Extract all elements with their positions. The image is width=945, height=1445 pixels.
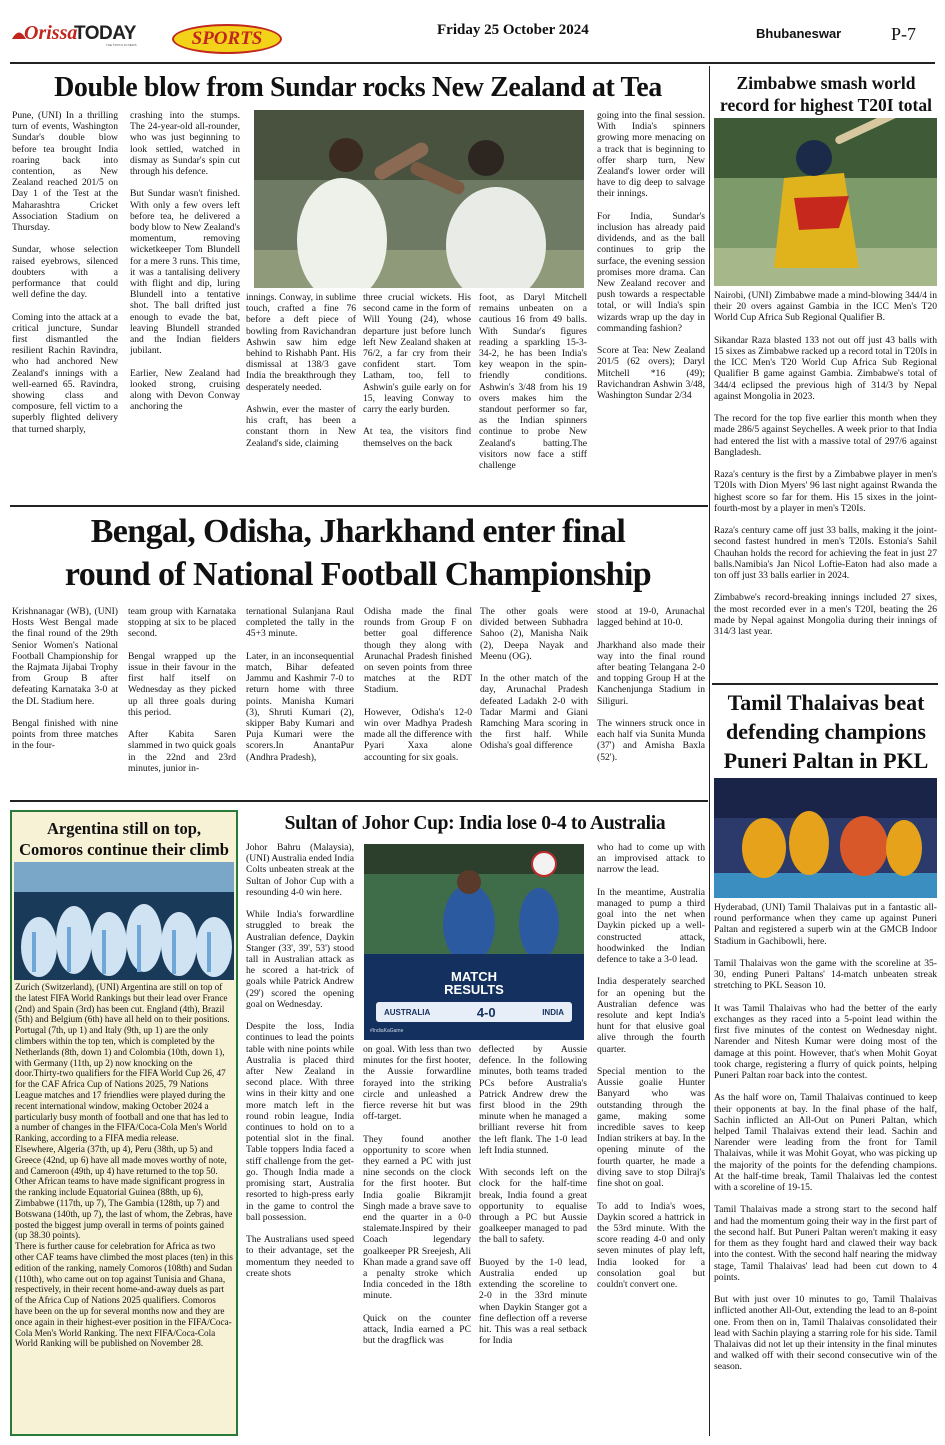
johor-column-3: deflected by Aussie defence. In the following minutes, both teams traded PCs before Australia's Patrick Andrew drew the first blood in the 29th minute when he managed a brilliant reverse hit from the left flank. The 1-0 lead left India stunned. With seconds left on the clock for the half-time break, India found a great opportunity to equalise through a PC but Aussie goalkeeper managed to pad the ball to safety. Buoyed by the 1-0 lead, Australia ended up extending the scoreline to 2-0 in the 33rd minute when Daykin Stanger got a fine deflection off a reverse hit. This was a real setback for India: [479, 1044, 587, 1347]
sundar-column-3: innings. Conway, in sublime touch, crafted a fine 76 before a deft piece of bowling from Ravichandran Ashwin saw him edge behind to Rishabh Pant. His dismissal at 138/3 gave India the breakthrough they desperately needed. Ashwin, ever the master of his craft, has been a constant thorn in New Zealand's side, claiming: [246, 292, 356, 449]
rule-football-bottom: [10, 800, 708, 802]
sundar-column-1: Pune, (UNI) In a thrilling turn of events, Washington Sundar's double blow before tea brought India roaring back into contention, as New Zealand reached 201/5 on Day 1 of the Test at the Maharashtra Cricket Association Stadium on Thursday. Sundar, whose selection raised eyebrows, silenced doubters with a performance that could well define the day. Coming into the attack at a critical juncture, Sundar first dismantled the resilient Rachin Ravindra, who had anchored New Zealand's innings with a well-earned 65. Ravindra, showing class and composure, fell victim to a superbly flighted delivery that turned sharply,: [12, 110, 118, 435]
rule-sundar-bottom: [10, 505, 708, 507]
photo-hockey-results: [364, 844, 584, 1040]
section-badge: [172, 24, 282, 54]
pkl-body: Hyderabad, (UNI) Tamil Thalaivas put in a fantastic all-round performance when they came up against Puneri Paltan and registered a superb win at the GMCB Indoor Stadium in Gachibowli, here. Tamil Thalaivas won the game with the scoreline at 35-30, ending Puneri Paltans' 14-match unbeaten streak stretching to PKL Season 10. It was Tamil Thalaivas who had the better of the early exchanges as they raced into a 5-point lead within the first five minutes of the contest on Wednesday night. Narender and Nitesh Kumar were doing most of the damage at this point. However, that's when Mohit Goyat took charge, registering a flurry of quick points, helping Puneri Paltan roar back into the contest. As the half wore on, Tamil Thalaivas continued to keep their opponents at bay. In the final phase of the half, Sachin inflicted an All-Out on Puneri Paltan, which helped Tamil Thalaivas extend their lead. Sachin and Narender were leading from the front for Tamil Thalaivas, while it was Mohit Goyat, who was picking up the majority of the points for the defending champions. At the half-time break, Tamil Thalaivas led the contest with a scoreline of 19-15. Tamil Thalaivas made a strong start to the second half and had the momentum going their way in the first part of the second half. But Puneri Paltan weren't making it easy for them as they fought hard and clawed their way back into the contest. With the second half nearing the midway stage, Tamil Thalaivas' lead had been cut down to 4 points. But with just over 10 minutes to go, Tamil Thalaivas inflicted another All-Out, extending the lead to an 8-point one. From then on in, Tamil Thalaivas consolidated their lead with Sachin playing a starring role for his side. Tamil Thalaivas did not let up their intensity in the final minutes and walked off with their second consecutive win of the season.: [714, 902, 937, 1373]
headline-football-line-1: Bengal, Odisha, Jharkhand enter final: [90, 513, 626, 550]
page-number: P-7: [891, 24, 917, 44]
zimbabwe-body: Nairobi, (UNI) Zimbabwe made a mind-blowing 344/4 in their 20 overs against Gambia in the ICC Men's T20 World Cup Africa Sub Regional Qualifier B. Sikandar Raza blasted 133 not out off just 43 balls with 15 sixes as Zimbabwe racked up a record total in T20Is in the ICC Men's T20 World Cup Africa Sub Regional Qualifier B game against Gambia. Zimbabwe's total of 344/4 eclipsed the previous high of 314/3 by Nepal against Mongolia in 2023. The record for the top five earlier this month when they made 286/5 against Seychelles. A week prior to that India had entered the list with a massive total of 297/6 against Bangladesh. Raza's century is the first by a Zimbabwe player in men's T20Is with Dion Myers' 96 last night against Rwanda the highest score so far for them. His 15 sixes in the joint-fourth-most by a player in men's T20Is. Raza's century came off just 33 balls, making it the joint-second fastest hundred in men's T20Is. Estonia's Sahil Chauhan holds the record for achieving the feat in just 27 balls.Namibia's Jan Nicol Loftie-Eaton had also made a ton off just 33 balls earlier in 2024. Zimbabwe's record-breaking innings included 27 sixes, the most recorded ever in a men's T20I, beating the 26 made by Nepal against Mongolia during their innings of 314/3 last year.: [714, 290, 937, 638]
johor-column-2: on goal. With less than two minutes for the first hooter, the Aussie forwardline forayed into the striking circle and unleashed a fierce reverse hit but was off-target. They found another opportunity to score when they earned a PC with just nine seconds on the clock for the first hooter. But India goalie Bikramjit Singh made a brave save to end the quarter in a 0-0 stalemate.Inspired by their Coach legendary goalkeeper PR Sreejesh, Ali Khan made a grand save off a penalty stroke which India conceded in the 18th minute. Quick on the counter attack, India earned a PC but the dragflick was: [363, 1044, 471, 1347]
johor-column-4: who had to come up with an improvised attack to narrow the lead. In the meantime, Australia managed to pump a third goal into the net when Daykin picked up a well-constructed attack, hoodwinked the Indian defence to take a 3-0 lead. India desperately searched for an opening but the Australian defence was resolute and kept India's hunt for that elusive goal alive through the fourth quarter. Special mention to the Aussie goalie Hunter Banyard who was outstanding through the game, making some incredible saves to keep Indian strikers at bay. In the opening minute of the fourth quarter, he made a diving save to stop Dilraj's fine shot on goal. To add to India's woes, Daykin scored a hattrick in the 53rd minute. With the score reading 4-0 and only seven minutes of play left, India looked for a consolation goal but couldn't convert one.: [597, 842, 705, 1290]
match-team-australia: AUSTRALIA: [384, 1007, 431, 1017]
headline-johor: Sultan of Johor Cup: India lose 0-4 to Australia: [284, 813, 666, 834]
match-hashtag: #IndiaKaGame: [370, 1028, 404, 1034]
photo-kabaddi-match: [714, 778, 937, 898]
rule-zimbabwe-bottom: [712, 683, 938, 685]
football-column-2: team group with Karnataka stopping at six to be placed second. Bengal wrapped up the issue in their favour in the first half itself on Wednesday as they picked up all three goals during this period. After Kabita Saren slammed in two quick goals in the 22nd and 23rd minutes, junior in-: [128, 606, 236, 774]
headline-argentina-line-2: Comoros continue their climb: [19, 840, 229, 859]
logo-word-today: TODAY: [74, 23, 136, 44]
issue-date: Friday 25 October 2024: [437, 22, 589, 38]
headline-sundar: Double blow from Sundar rocks New Zealand at Tea: [54, 72, 662, 103]
sundar-column-5: foot, as Daryl Mitchell remains unbeaten on a cautious 16 from 49 balls. With Sundar's figures reading a sparkling 15-3-34-2, he has been India's key weapon in the spin-friendly conditions. Ashwin's 3/48 from his 19 overs makes him the standout performer so far, as the Indian spinners continue to probe New Zealand's batting.The visitors now face a stiff challenge: [479, 292, 587, 472]
headline-pkl-line-2: defending champions: [726, 719, 926, 744]
sundar-column-6: going into the final session. With India's spinners growing more menacing on a track that is beginning to offer sharp turn, New Zealand's lower order will have to dig deep to salvage their innings. For India, Sundar's inclusion has already paid dividends, and as the ball continues to grip the surface, the evening session promises more drama. Can New Zealand recover and push towards a respectable total, or will India's spin wizards wrap up the day in commanding fashion? Score at Tea: New Zealand 201/5 (62 overs); Daryl Mitchell *16 (49); Ravichandran Ashwin 3/48, Washington Sundar 2/34: [597, 110, 705, 402]
headline-pkl-line-3: Puneri Paltan in PKL: [723, 748, 929, 773]
masthead: [0, 0, 945, 62]
headline-football-line-2: round of National Football Championship: [64, 556, 652, 593]
match-score: 4-0: [476, 1004, 496, 1020]
headline-pkl: [714, 688, 938, 775]
match-results-title-line-2: RESULTS: [444, 982, 504, 997]
football-column-3: ternational Sulanjana Raul completed the tally in the 45+3 minute. Later, in an inconsequential match, Bihar defeated Jammu and Kashmir 7-0 to return home with three points. Manisha Kumari (3), Shruti Kumari (2), skipper Baby Kumari and Puja Kumari were the scorers.In AnantaPur (Andhra Pradesh),: [246, 606, 354, 763]
football-column-4: Odisha made the final rounds from Group F on better goal difference though they along with Arunachal Pradesh finished on seven points from three matches at the RDT Stadium. However, Odisha's 12-0 win over Madhya Pradesh made all the difference with Pyari Xaxa alone accounting for six goals.: [364, 606, 472, 763]
masthead-rule: [10, 62, 935, 64]
sundar-column-2: crashing into the stumps. The 24-year-old all-rounder, who was just beginning to look settled, watched in dismay as Sundar's spin cut through his defence. But Sundar wasn't finished. With only a few overs left before tea, he delivered a body blow to New Zealand's momentum, removing wicketkeeper Tom Blundell for a mere 3 runs. This time, it was a tantalising delivery with flight and dip, luring Blundell into a tentative shot. The ball drifted just enough to evade the bat, leaving Blundell stranded and the Indian fielders jubilant. Earlier, New Zealand had looked strong, cruising along with Devon Conway anchoring the: [130, 110, 240, 413]
headline-pkl-line-1: Tamil Thalaivas beat: [727, 690, 925, 715]
headline-football: [10, 510, 706, 596]
photo-zimbabwe-batter: [714, 118, 937, 286]
match-score-bar: [376, 1002, 572, 1022]
logo-word-orissa: Orissa: [24, 22, 78, 44]
photo-argentina-team: [14, 862, 234, 980]
right-column-divider: [709, 66, 710, 1436]
headline-argentina: [12, 818, 236, 860]
sundar-column-4: three crucial wickets. His second came in the form of Will Young (24), whose departure just before lunch left New Zealand shaken at 76/2, a far cry from their confident start. Tom Latham, too, fell to Ashwin's guile early on for 15, leaving Conway to carry the early burden. At tea, the visitors find themselves on the back: [363, 292, 471, 449]
logo: [10, 22, 150, 46]
match-results-title-line-1: MATCH: [451, 969, 497, 984]
football-column-6: stood at 19-0, Arunachal lagged behind at 10-0. Jharkhand also made their way into the final round after beating Telangana 2-0 and topping Group H at the Kanchenjunga Stadium in Siliguri. The winners struck once in each half via Sunita Munda (37') and Amisha Baxla (52').: [597, 606, 705, 763]
argentina-box: [10, 810, 238, 1436]
match-team-india: INDIA: [542, 1007, 564, 1017]
logo-tagline: THE TRUTH IN NEWS: [106, 43, 137, 47]
headline-zimbabwe: Zimbabwe smash world record for highest T20I total: [720, 73, 932, 115]
photo-cricket-celebration: [254, 110, 584, 288]
edition-city: Bhubaneswar: [756, 26, 842, 41]
match-results-title: [364, 970, 584, 996]
johor-column-1: Johor Bahru (Malaysia), (UNI) Australia ended India Colts unbeaten streak at the Sultan of Johor Cup with a resounding 4-0 win here. While India's forwardline struggled to break the Australian defence, Daykin Stanger (33', 39', 53') stood tall in Australian attack as he scored a hat-trick of goals while Patrick Andrew (29') scored the opening goal on Wednesday. Despite the loss, India continues to lead the points table with nine points while Australia is placed third after New Zealand in second place. With three wins in their kitty and one more match left in the round robin league, India continues to hold on to a potential slot in the final. Table toppers India faced a stiff challenge from the get-go. Though India made a promising start, Australia resorted to high-press early in the game to control the ball possession. The Australians used speed to their advantage, set the momentum they needed to create shots: [246, 842, 354, 1279]
section-label: SPORTS: [191, 28, 263, 49]
argentina-body: Zurich (Switzerland), (UNI) Argentina are still on top of the latest FIFA World Rankings but their lead over France (2nd) and Spain (3rd) has been cut. England (4th), Brazil (5th) and Belgium (6th) have all held on to their positions. Portugal (7th, up 1) and Italy (9th, up 1) are the only climbers within the top ten, which is completed by the Netherlands (8th, down 1) and Colombia (10th, down 1), with Germany (11th, up 2) now knocking on the door.Thirty-two qualifiers for the FIFA World Cup 26, 47 for the CAF Africa Cup of Nations 2025, 79 Nations League matches and 17 friendlies were played during the recent international window, making October 2024 a particularly busy month of football and one that has led to a number of changes in the FIFA/Coca-Cola Men's World Ranking, according to a FIFA media release. Elsewhere, Algeria (37th, up 4), Peru (38th, up 5) and Greece (42nd, up 6) have all made moves worthy of note, and Cameroon (49th, up 4) have returned to the top 50. Other African teams to have made significant progress in the ranking include Equatorial Guinea (88th, up 6), Zimbabwe (117th, up 7), The Gambia (128th, up 7) and Botswana (140th, up 7), the last of whom, the Zebras, have posted the biggest jump overall in terms of points gained (up 38.30 points). There is further cause for celebration for Africa as two other CAF teams have climbed the most places (ten) in this edition of the ranking, namely Comoros (108th) and Sudan (110th), who came out on top against Tunisia and Ghana, respectively, in their recent home-and-away duels as part of the Africa Cup of Nations 2025 qualifiers. Comoros have been on the up for several months now and they are once again in their highest-ever position in the FIFA/Coca-Cola Men's World Ranking. The next FIFA/Coca-Cola World Ranking will be published on November 28.: [15, 982, 233, 1349]
football-column-1: Krishnanagar (WB), (UNI) Hosts West Bengal made the final round of the 29th Senior Women's National Football Championship for the Rajmata Jijabai Trophy from Group B after defeating Karnataka 3-0 at the DL Stadium here. Bengal finished with nine points from three matches in the four-: [12, 606, 118, 752]
headline-argentina-line-1: Argentina still on top,: [46, 819, 201, 838]
football-column-5: The other goals were divided between Subhadra Sahoo (2), Manisha Naik (2), Deepa Nayak and Meenu (OG). In the other match of the day, Arunachal Pradesh defeated Ladakh 2-0 with Tadar Marmi and Giani Ramching Mara scoring in the first half. While Odisha's goal difference: [480, 606, 588, 752]
